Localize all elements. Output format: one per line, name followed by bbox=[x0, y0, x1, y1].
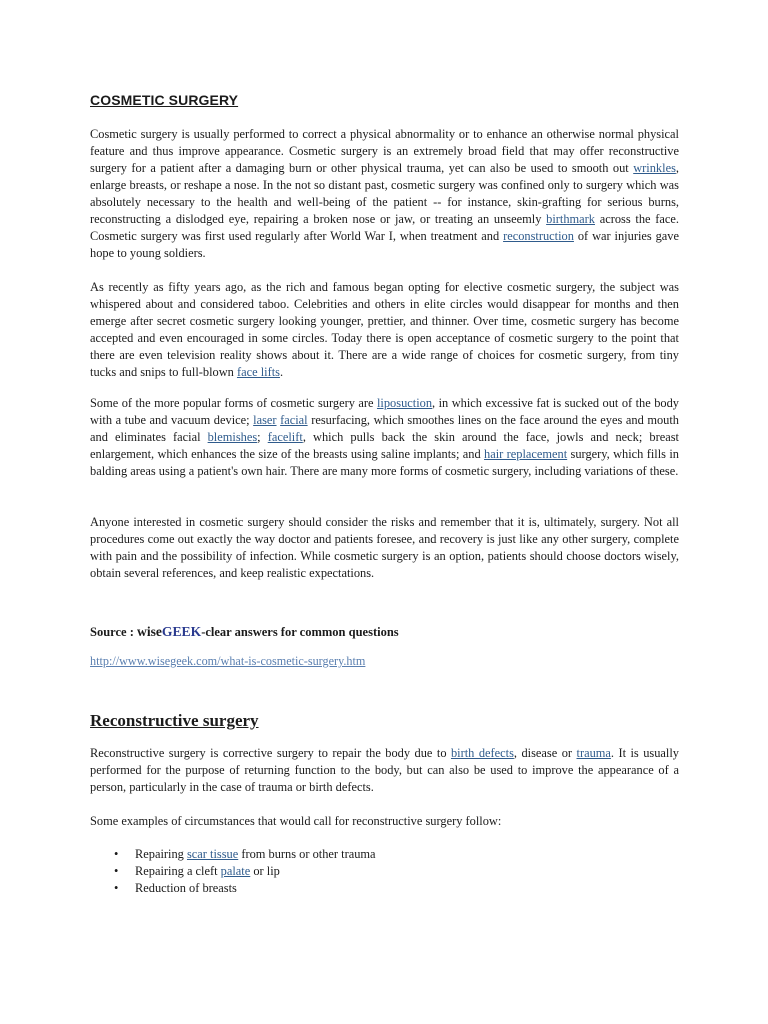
reconstructive-surgery-heading: Reconstructive surgery bbox=[90, 711, 259, 730]
cosmetic-paragraph-4: Anyone interested in cosmetic surgery should consider the risks and remember that it is, ultimately, surgery. Not all procedures come out exactly the way doctor and patients foresee, and recovery is just like any other surgery, complete with pain and the possibility of infection. While cosmetic surgery is an option, patients should choose doctors wisely, obtain several references, and keep realistic expectations. bbox=[90, 515, 679, 580]
wisegeek-brand: wiseGEEK bbox=[137, 624, 202, 639]
reconstructive-paragraph-1: Reconstructive surgery is corrective surgery to repair the body due to birth defects, disease or trauma. It is usually performed for the purpose of returning function to the body, but can also be used to improve the appearance of a person, particularly in the case of trauma or birth defects. bbox=[90, 746, 679, 794]
link-palate[interactable]: palate bbox=[220, 864, 251, 878]
link-birth-defects[interactable]: birth defects bbox=[450, 746, 514, 760]
link-laser[interactable]: laser bbox=[253, 413, 277, 427]
link-scar-tissue[interactable]: scar tissue bbox=[186, 847, 239, 861]
list-item: • Reduction of breasts bbox=[114, 881, 237, 895]
source-url-link[interactable]: http://www.wisegeek.com/what-is-cosmetic-surgery.htm bbox=[90, 654, 366, 668]
cosmetic-paragraph-2: As recently as fifty years ago, as the rich and famous began opting for elective cosmetic surgery, the subject was whispered about and considered taboo. Celebrities and others in elite circles would disappear for months and then emerge after secret cosmetic surgery looking younger, prettier, and thinner. Over time, cosmetic surgery has become accepted and even encouraged in some circles. Today there is open acceptance of cosmetic surgery to the point that there are even television reality shows about it. There are a wide range of choices for cosmetic surgery, from tiny tucks and snips to full-blown face lifts. bbox=[90, 280, 679, 379]
source-line bbox=[90, 624, 399, 640]
link-liposuction[interactable]: liposuction bbox=[376, 396, 433, 410]
link-facial[interactable]: facial bbox=[280, 413, 308, 427]
link-reconstruction[interactable]: reconstruction bbox=[503, 229, 574, 243]
bullet-icon: • bbox=[114, 881, 119, 895]
link-trauma[interactable]: trauma bbox=[576, 746, 611, 760]
reconstructive-paragraph-2: Some examples of circumstances that would call for reconstructive surgery follow: bbox=[90, 814, 502, 828]
source-tagline: -clear answers for common questions bbox=[201, 625, 399, 639]
link-facelift[interactable]: facelift bbox=[267, 430, 303, 444]
cosmetic-paragraph-3: Some of the more popular forms of cosmetic surgery are liposuction, in which excessive fat is sucked out of the body with a tube and vacuum device; laser facial resurfacing, which smoothes lines on the face around the eyes and mouth and eliminates facial blemishes; facelift, which pulls back the skin around the face, jowls and neck; breast enlargement, which enhances the size of the breasts using saline implants; and hair replacement surgery, which fills in balding areas using a patient's own hair. There are many more forms of cosmetic surgery, including variations of these. bbox=[90, 396, 679, 478]
link-blemishes[interactable]: blemishes bbox=[207, 430, 258, 444]
link-face-lifts[interactable]: face lifts bbox=[236, 365, 280, 379]
list-item: • Repairing scar tissue from burns or other trauma bbox=[114, 847, 376, 861]
bullet-icon: • bbox=[114, 864, 119, 878]
source-label: Source : bbox=[90, 625, 137, 639]
examples-list bbox=[90, 846, 376, 897]
bullet-icon: • bbox=[114, 847, 119, 861]
cosmetic-surgery-heading: COSMETIC SURGERY bbox=[90, 92, 239, 108]
list-item: • Repairing a cleft palate or lip bbox=[114, 864, 280, 878]
cosmetic-paragraph-1: Cosmetic surgery is usually performed to correct a physical abnormality or to enhance an otherwise normal physical feature and thus improve appearance. Cosmetic surgery is an extremely broad field that may offer reconstructive surgery for a patient after a damaging burn or other physical trauma, yet can also be used to smooth out wrinkles, enlarge breasts, or reshape a nose. In the not so distant past, cosmetic surgery was confined only to surgery which was absolutely necessary to the health and well-being of the patient -- for instance, skin-grafting for serious burns, reconstructing a dislodged eye, repairing a broken nose or jaw, or treating an unseemly birthmark across the face. Cosmetic surgery was first used regularly after World War I, when treatment and reconstruction of war injuries gave hope to young soldiers. bbox=[90, 127, 679, 260]
link-birthmark[interactable]: birthmark bbox=[546, 212, 595, 226]
link-wrinkles[interactable]: wrinkles bbox=[633, 161, 676, 175]
link-hair-replacement[interactable]: hair replacement bbox=[484, 447, 568, 461]
